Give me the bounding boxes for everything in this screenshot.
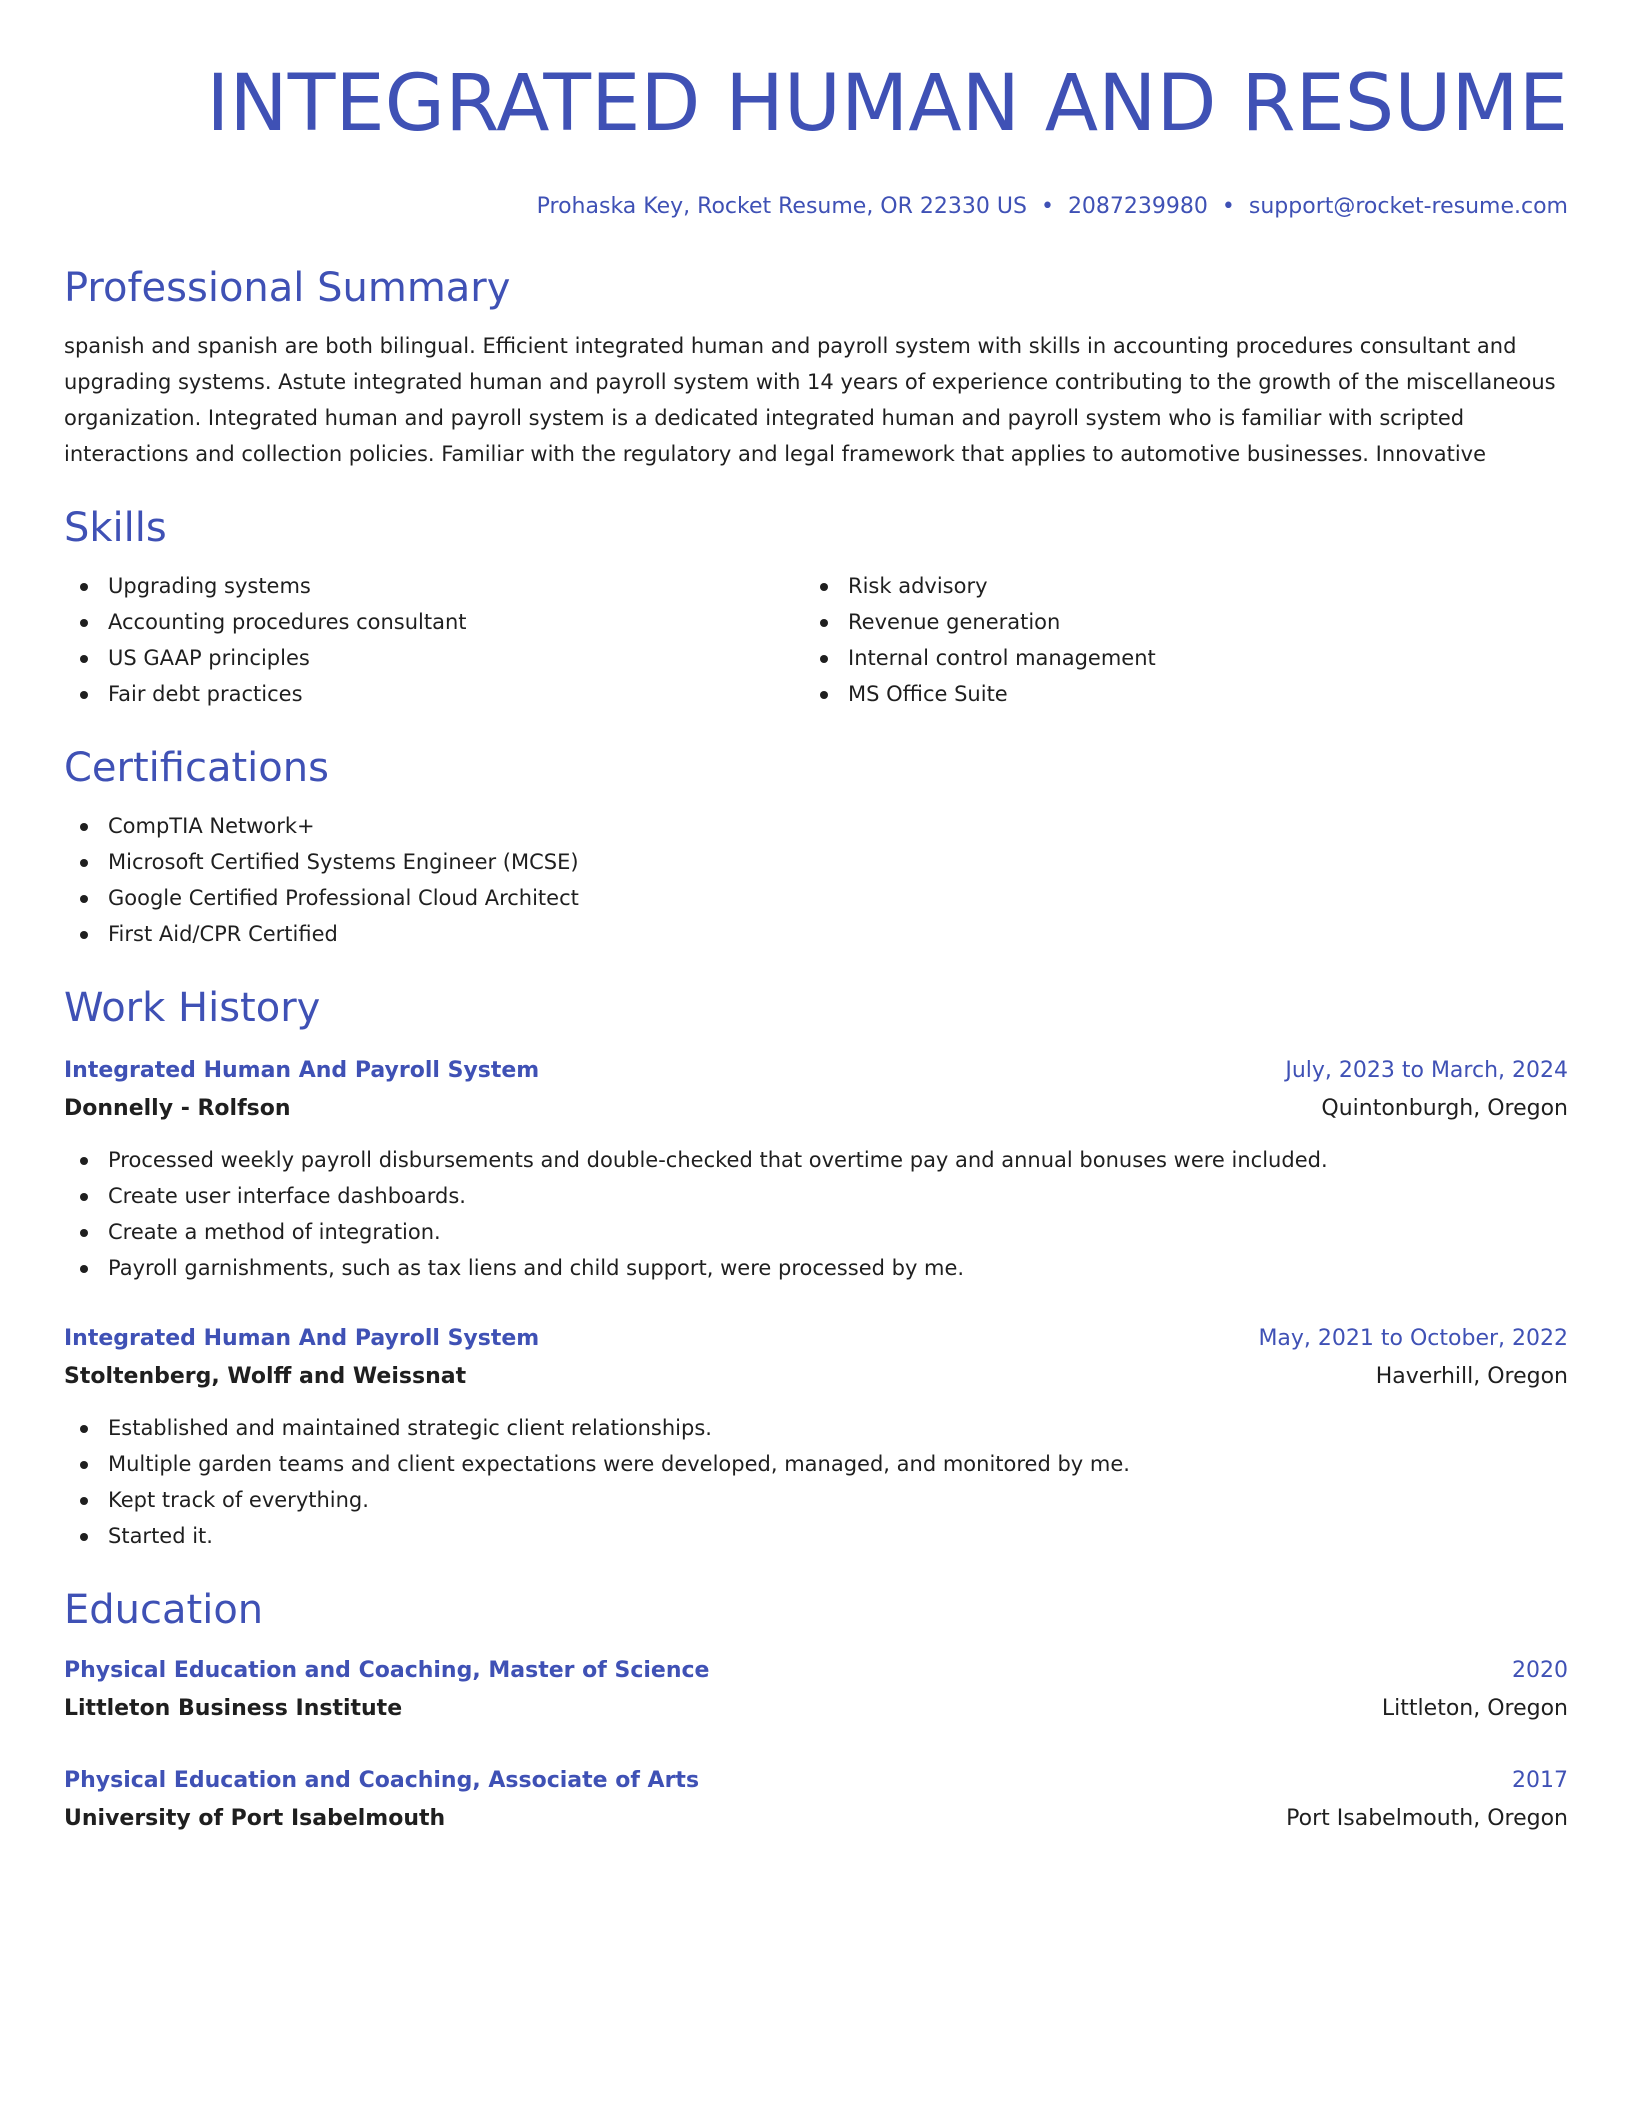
certification-item: Google Certified Professional Cloud Architect: [64, 880, 1568, 916]
education-year: 2017: [1512, 1768, 1568, 1793]
education-entry: [64, 1762, 1568, 1838]
education-entry: [64, 1652, 1568, 1728]
section-title-education: Education: [64, 1587, 264, 1633]
contact-separator: •: [1040, 194, 1054, 219]
education-school: Littleton Business Institute: [64, 1696, 403, 1721]
contact-email[interactable]: support@rocket-resume.com: [1248, 194, 1568, 219]
skill-item: MS Office Suite: [804, 676, 1544, 712]
job-header-row: [64, 1320, 1568, 1358]
skill-item: US GAAP principles: [64, 640, 804, 676]
skill-item: Revenue generation: [804, 604, 1544, 640]
job-company-row: [64, 1090, 1568, 1128]
education-header-row: [64, 1652, 1568, 1690]
education-location: Littleton, Oregon: [1381, 1696, 1568, 1721]
contact-address: Prohaska Key, Rocket Resume, OR 22330 US: [536, 194, 1027, 219]
contact-phone[interactable]: 2087239980: [1067, 194, 1208, 219]
skill-item: Internal control management: [804, 640, 1544, 676]
skills-list-left: [64, 568, 804, 712]
job-bullet: Payroll garnishments, such as tax liens and child support, were processed by me.: [64, 1250, 1568, 1286]
skills-section: [64, 502, 1568, 712]
job-entry: [64, 1320, 1568, 1554]
section-title-certifications: Certifications: [64, 745, 329, 791]
skill-item: Accounting procedures consultant: [64, 604, 804, 640]
job-bullet: Create a method of integration.: [64, 1214, 1568, 1250]
skill-item: Fair debt practices: [64, 676, 804, 712]
skill-item: Risk advisory: [804, 568, 1544, 604]
education-section: [64, 1584, 1568, 1838]
skill-item: Upgrading systems: [64, 568, 804, 604]
education-degree: Physical Education and Coaching, Master of Science: [64, 1658, 710, 1683]
job-title: Integrated Human And Payroll System: [64, 1326, 540, 1351]
job-location: Quintonburgh, Oregon: [1321, 1096, 1568, 1121]
job-bullet: Kept track of everything.: [64, 1482, 1568, 1518]
education-year: 2020: [1512, 1658, 1568, 1683]
skills-list-right: [804, 568, 1544, 712]
job-dates: July, 2023 to March, 2024: [1285, 1058, 1568, 1083]
job-bullet: Create user interface dashboards.: [64, 1178, 1568, 1214]
job-company-row: [64, 1358, 1568, 1396]
certification-item: First Aid/CPR Certified: [64, 916, 1568, 952]
job-bullet: Started it.: [64, 1518, 1568, 1554]
job-bullets: [64, 1142, 1568, 1286]
job-bullets: [64, 1410, 1568, 1554]
job-entry: [64, 1052, 1568, 1286]
education-location: Port Isabelmouth, Oregon: [1286, 1806, 1568, 1831]
job-company: Donnelly - Rolfson: [64, 1096, 291, 1121]
job-bullet: Established and maintained strategic client relationships.: [64, 1410, 1568, 1446]
job-dates: May, 2021 to October, 2022: [1258, 1326, 1568, 1351]
job-bullet: Processed weekly payroll disbursements and double-checked that overtime pay and annual bonuses were included.: [64, 1142, 1568, 1178]
summary-section: [64, 262, 1568, 472]
work-history-section: [64, 982, 1568, 1554]
education-header-row: [64, 1762, 1568, 1800]
certification-item: Microsoft Certified Systems Engineer (MCSE): [64, 844, 1568, 880]
job-header-row: [64, 1052, 1568, 1090]
resume-header: [64, 56, 1568, 222]
education-school-row: [64, 1800, 1568, 1838]
section-title-summary: Professional Summary: [64, 265, 511, 311]
section-title-work-history: Work History: [64, 985, 321, 1031]
section-title-skills: Skills: [64, 505, 167, 551]
education-school-row: [64, 1690, 1568, 1728]
job-location: Haverhill, Oregon: [1375, 1364, 1568, 1389]
education-school: University of Port Isabelmouth: [64, 1806, 446, 1831]
candidate-name: INTEGRATED HUMAN AND RESUME: [206, 59, 1568, 149]
education-degree: Physical Education and Coaching, Associate of Arts: [64, 1768, 700, 1793]
job-bullet: Multiple garden teams and client expectations were developed, managed, and monitored by me.: [64, 1446, 1568, 1482]
certifications-section: [64, 742, 1568, 952]
skills-grid: [64, 568, 1568, 712]
certifications-list: [64, 808, 1568, 952]
job-title: Integrated Human And Payroll System: [64, 1058, 540, 1083]
contact-separator: •: [1221, 194, 1235, 219]
job-company: Stoltenberg, Wolff and Weissnat: [64, 1364, 467, 1389]
contact-line: [64, 192, 1568, 222]
summary-text: spanish and spanish are both bilingual. Efficient integrated human and payroll system with skills in accounting procedures consultant and upgrading systems. Astute integrated human and payroll system with 14 years of experience contributing to the growth of the miscellaneous organization. Integrated human and payroll system is a dedicated integrated human and payroll system who is familiar with scripted interactions and collection policies. Familiar with the regulatory and legal framework that applies to automotive businesses. Innovative: [64, 334, 1556, 466]
certification-item: CompTIA Network+: [64, 808, 1568, 844]
